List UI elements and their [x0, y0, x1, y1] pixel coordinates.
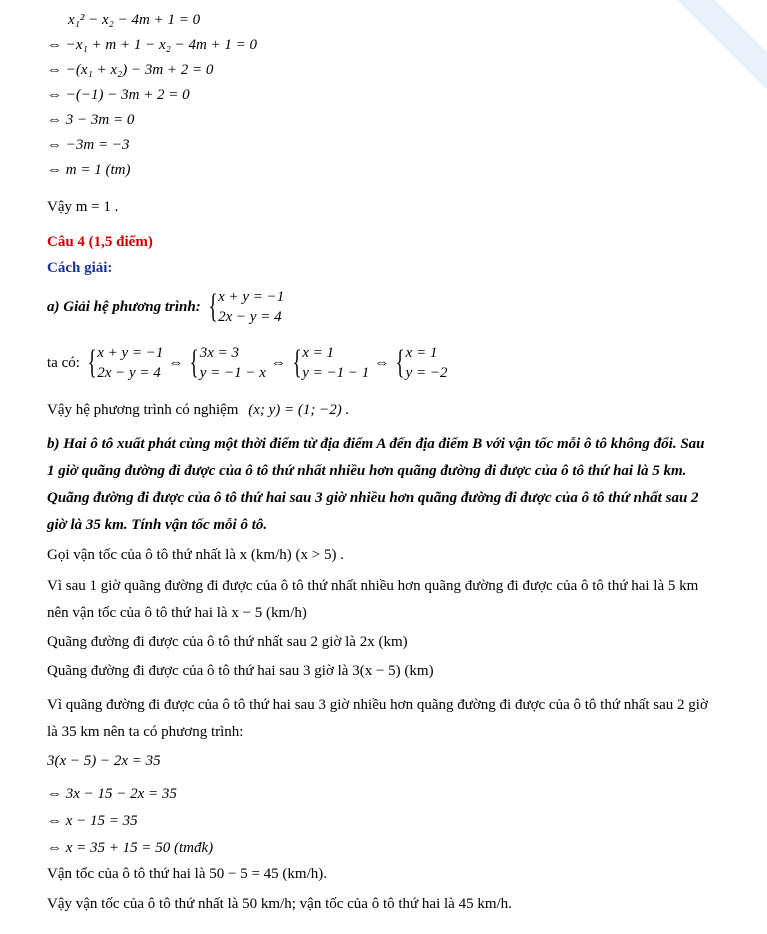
system-eq: x = 1 [302, 345, 335, 361]
derivation-line: ⇔ −x₁ + m + 1 − x₂ − 4m + 1 = 0 [47, 37, 258, 53]
derivation-line: ⇔ 3 − 3m = 0 [47, 112, 135, 128]
derivation-line: ⇔ −(x₁ + x₂) − 3m + 2 = 0 [47, 62, 214, 78]
system-eq: 3x = 3 [199, 345, 240, 361]
solution-line: là 35 km nên ta có phương trình: [47, 724, 244, 740]
system-eq: x + y = −1 [97, 345, 164, 361]
solution-line: Vì sau 1 giờ quãng đường đi được của ô tô thứ nhất nhiều hơn quãng đường đi được của ô tô thứ hai là 5 km [47, 578, 699, 594]
equiv-symbol: ⇔ [374, 354, 390, 371]
question-4-title: Câu 4 (1,5 điểm) [47, 234, 153, 250]
derivation-line: ⇔ m = 1 (tm) [47, 162, 131, 178]
final-answer: Vậy vận tốc của ô tô thứ nhất là 50 km/h; vận tốc của ô tô thứ hai là 45 km/h. [47, 896, 512, 912]
part-b-prompt-line: 1 giờ quãng đường đi được của ô tô thứ nhất nhiều hơn quãng đường đi được của ô tô thứ hai là 5 km. [47, 463, 687, 479]
system-brace: { x = 1 y = −2 [395, 344, 448, 381]
solution-heading: Cách giải: [47, 260, 113, 276]
system-brace: { x + y = −1 2x − y = 4 [87, 344, 164, 381]
part-a-prompt-line [47, 287, 284, 327]
corner-watermark [677, 0, 767, 90]
equation-line: 3(x − 5) − 2x = 35 [47, 753, 161, 769]
solution-line: Vận tốc của ô tô thứ hai là 50 − 5 = 45 (km/h). [47, 866, 327, 882]
solution-line: Quãng đường đi được của ô tô thứ hai sau 3 giờ là 3(x − 5) (km) [47, 663, 434, 679]
system-eq: x = 1 [405, 345, 438, 361]
system-eq: y = −2 [405, 365, 448, 381]
derivation-line: ⇔ −3m = −3 [47, 137, 130, 153]
system-eq: x + y = −1 [218, 289, 285, 305]
system-eq: 2x − y = 4 [218, 309, 282, 325]
part-a-conclusion-text: Vậy hệ phương trình có nghiệm [47, 402, 239, 418]
equiv-symbol: ⇔ [270, 354, 286, 371]
part-a-conclusion-math: (x; y) = (1; −2) . [248, 402, 350, 418]
conclusion-m: Vậy m = 1 . [47, 199, 119, 215]
equation-line: ⇔ 3x − 15 − 2x = 35 [47, 786, 177, 802]
system-eq: 2x − y = 4 [97, 365, 161, 381]
derivation-line: x₁² − x₂ − 4m + 1 = 0 [68, 12, 201, 28]
solution-line: Vì quãng đường đi được của ô tô thứ hai sau 3 giờ nhiều hơn quãng đường đi được của ô tô thứ nhất sau 2 giờ [47, 697, 708, 713]
solution-line: Gọi vận tốc của ô tô thứ nhất là x (km/h) (x > 5) . [47, 547, 344, 563]
equiv-symbol: ⇔ [168, 354, 184, 371]
system-brace: { 3x = 3 y = −1 − x [190, 344, 266, 381]
part-b-prompt-line: b) Hai ô tô xuất phát cùng một thời điểm từ địa điểm A đến địa điểm B với vận tốc mỗi ô tô không đổi. Sau [47, 436, 705, 452]
equation-line: ⇔ x − 15 = 35 [47, 813, 138, 829]
part-a-prompt: a) Giải hệ phương trình: [47, 298, 201, 315]
system-eq: y = −1 − 1 [302, 365, 370, 381]
solution-line: nên vận tốc của ô tô thứ hai là x − 5 (km/h) [47, 605, 307, 621]
part-a-conclusion [47, 402, 349, 419]
system-brace: { x = 1 y = −1 − 1 [292, 344, 370, 381]
ta-co-label: ta có: [47, 354, 80, 371]
part-b-prompt-line: giờ là 35 km. Tính vận tốc mỗi ô tô. [47, 517, 268, 533]
part-a-solution-chain [47, 343, 448, 383]
system-brace: { x + y = −1 2x − y = 4 [208, 288, 285, 325]
equation-line: ⇔ x = 35 + 15 = 50 (tmđk) [47, 840, 214, 856]
system-eq: y = −1 − x [199, 365, 266, 381]
solution-line: Quãng đường đi được của ô tô thứ nhất sau 2 giờ là 2x (km) [47, 634, 408, 650]
derivation-line: ⇔ −(−1) − 3m + 2 = 0 [47, 87, 190, 103]
part-b-prompt-line: Quãng đường đi được của ô tô thứ hai sau 3 giờ nhiều hơn quãng đường đi được của ô tô thứ nhất sau 2 [47, 490, 699, 506]
